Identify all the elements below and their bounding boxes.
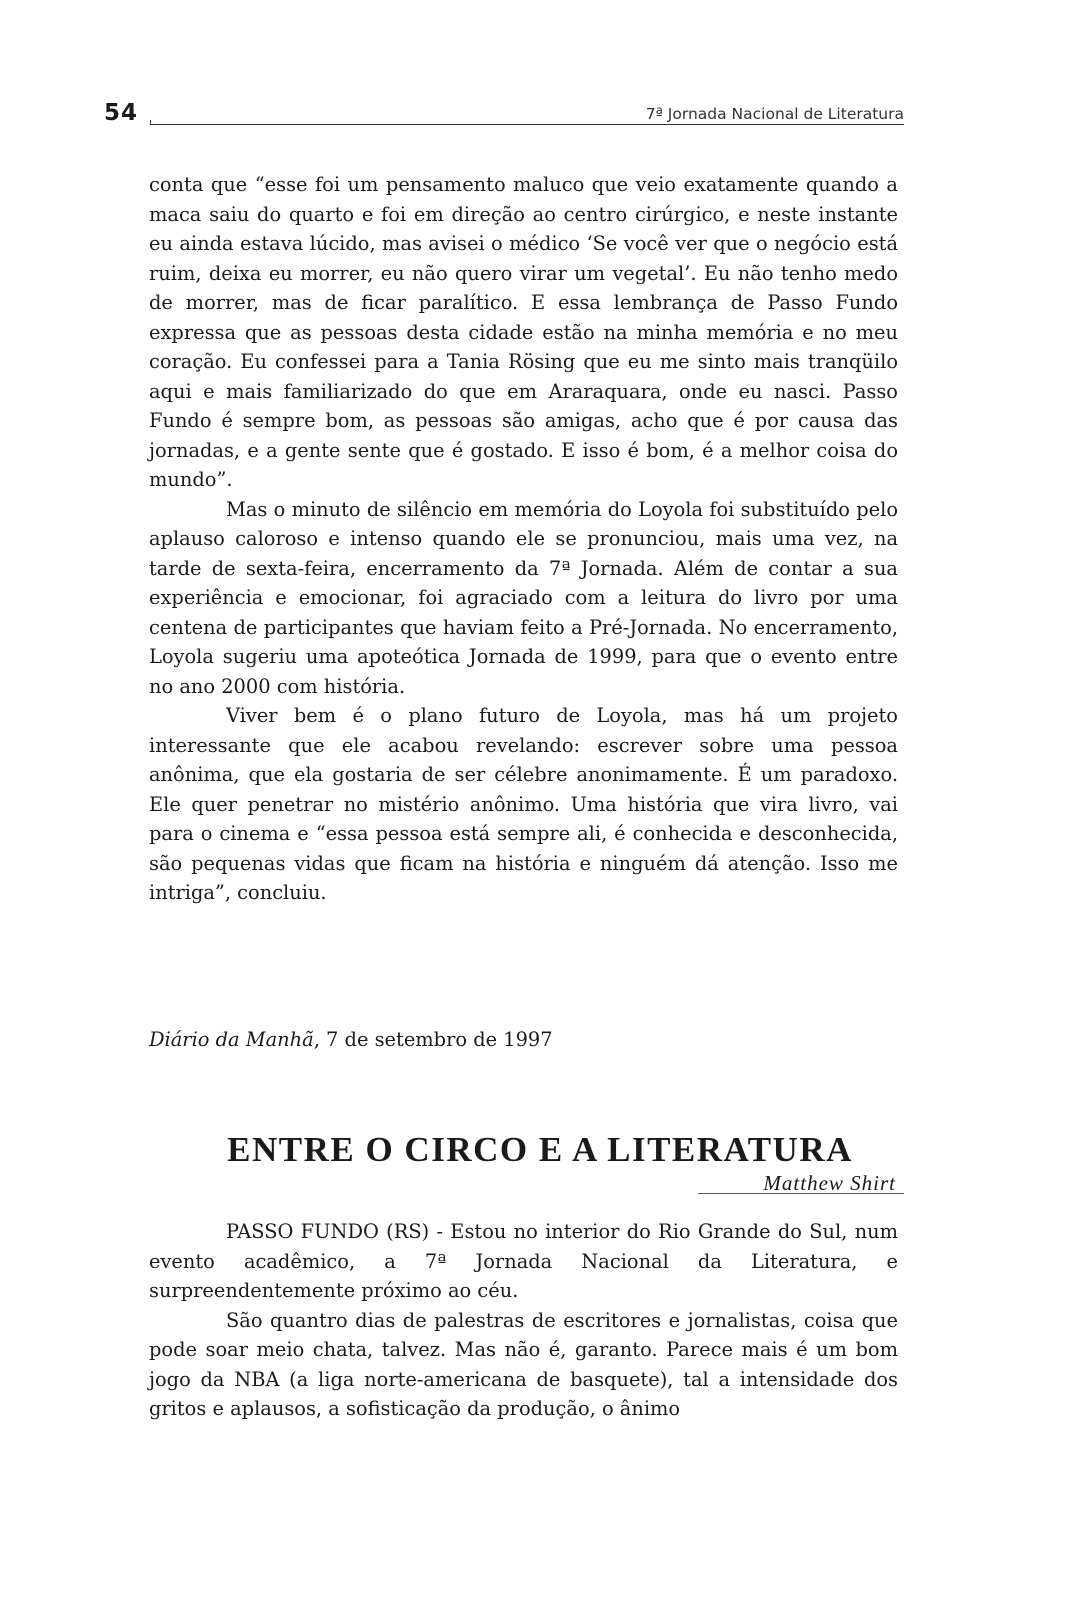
- paragraph: PASSO FUNDO (RS) - Estou no interior do Rio Grande do Sul, num evento acadêmico, a 7ª Jornada Nacional da Literatura, e surpreendentemente próximo ao céu.: [149, 1220, 898, 1302]
- header-rule-tick: [150, 120, 151, 125]
- continued-text-block: [149, 170, 898, 908]
- paragraph: Mas o minuto de silêncio em memória do Loyola foi substituído pelo aplauso caloroso e intenso quando ele se pronunciou, mais uma vez, na tarde de sexta-feira, encerramento da 7ª Jornada. Além de contar a sua experiência e emocionar, foi agraciado com a leitura do livro por uma centena de participantes que haviam feito a Pré-Jornada. No encerramento, Loyola sugeriu uma apoteótica Jornada de 1999, para que o evento entre no ano 2000 com história.: [149, 497, 898, 698]
- author-rule: [698, 1193, 904, 1194]
- article-title: ENTRE O CIRCO E A LITERATURA: [227, 1130, 853, 1169]
- publication-name: Diário da Manhã: [149, 1028, 314, 1051]
- publication-date: , 7 de setembro de 1997: [313, 1028, 553, 1051]
- page-number: 54: [104, 100, 139, 126]
- paragraph: São quantro dias de palestras de escritores e jornalistas, coisa que pode soar meio chata, talvez. Mas não é, garanto. Parece mais é um bom jogo da NBA (a liga norte-americana de basquete), tal a intensidade dos gritos e aplausos, a sofisticação da produção, o ânimo: [149, 1308, 898, 1420]
- source-citation: [149, 1028, 553, 1051]
- running-header: 7ª Jornada Nacional de Literatura: [645, 105, 904, 123]
- paragraph: conta que “esse foi um pensamento maluco que veio exatamente quando a maca saiu do quarto e foi em direção ao centro cirúrgico, e neste instante eu ainda estava lúcido, mas avisei o médico ‘Se você ver que o negócio está ruim, deixa eu morrer, eu não quero virar um vegetal’. Eu não tenho medo de morrer, mas de ficar paralítico. E essa lembrança de Passo Fundo expressa que as pessoas desta cidade estão na minha memória e no meu coração. Eu confessei para a Tania Rösing que eu me sinto mais tranqüilo aqui e mais familiarizado do que em Araraquara, onde eu nasci. Passo Fundo é sempre bom, as pessoas são amigas, acho que é por causa das jornadas, e a gente sente que é gostado. E isso é bom, é a melhor coisa do mundo”.: [149, 173, 898, 491]
- article-body: [149, 1217, 898, 1424]
- paragraph: Viver bem é o plano futuro de Loyola, mas há um projeto interessante que ele acabou revelando: escrever sobre uma pessoa anônima, que ela gostaria de ser célebre anonimamente. É um paradoxo. Ele quer penetrar no mistério anônimo. Uma história que vira livro, vai para o cinema e “essa pessoa está sempre ali, é conhecida e desconhecida, são pequenas vidas que ficam na história e ninguém dá atenção. Isso me intriga”, concluiu.: [149, 704, 898, 904]
- header-rule: [150, 124, 904, 125]
- article-author: Matthew Shirt: [763, 1171, 896, 1195]
